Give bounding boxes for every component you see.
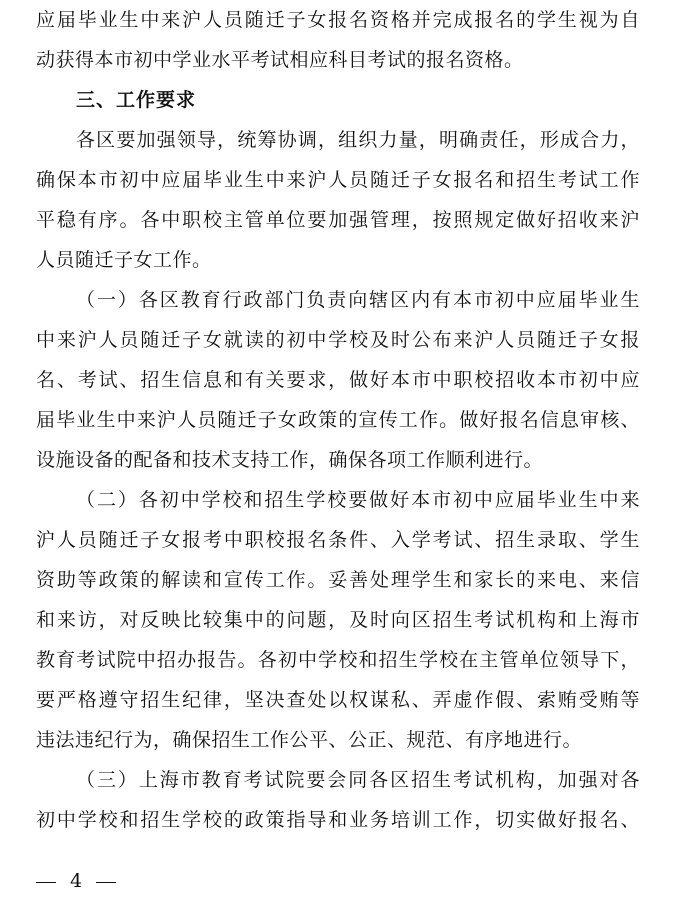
paragraph-line: （二）各初中学校和招生学校要做好本市初中应届毕业生中来 bbox=[76, 489, 640, 511]
paragraph-line: 和来访，对反映比较集中的问题，及时向区招生考试机构和上海市 bbox=[36, 609, 640, 631]
page-footer bbox=[36, 866, 116, 896]
paragraph-line: 违法违纪行为，确保招生工作公平、公正、规范、有序地进行。 bbox=[36, 729, 583, 751]
paragraph-line: 教育考试院中招办报告。各初中学校和招生学校在主管单位领导下， bbox=[36, 649, 640, 671]
paragraph-line: 届毕业生中来沪人员随迁子女政策的宣传工作。做好报名信息审核、 bbox=[36, 409, 640, 431]
paragraph-line: 要严格遵守招生纪律，坚决查处以权谋私、弄虚作假、索贿受贿等 bbox=[36, 689, 640, 711]
paragraph-line: 初中学校和招生学校的政策指导和业务培训工作，切实做好报名、 bbox=[36, 809, 640, 831]
paragraph-line: 人员随迁子女工作。 bbox=[36, 249, 212, 271]
paragraph-line: 资助等政策的解读和宣传工作。妥善处理学生和家长的来电、来信 bbox=[36, 569, 640, 591]
paragraph-line: （三）上海市教育考试院要会同各区招生考试机构，加强对各 bbox=[76, 769, 640, 791]
paragraph-line: 确保本市初中应届毕业生中来沪人员随迁子女报名和招生考试工作 bbox=[36, 169, 640, 191]
paragraph-line: 名、考试、招生信息和有关要求，做好本市中职校招收本市初中应 bbox=[36, 369, 640, 391]
paragraph-line: 应届毕业生中来沪人员随迁子女报名资格并完成报名的学生视为自 bbox=[36, 9, 640, 31]
paragraph-line: 沪人员随迁子女报考中职校报名条件、入学考试、招生录取、学生 bbox=[36, 529, 640, 551]
footer-dash-right bbox=[96, 882, 116, 883]
paragraph-line: 中来沪人员随迁子女就读的初中学校及时公布来沪人员随迁子女报 bbox=[36, 329, 640, 351]
page-number: 4 bbox=[70, 870, 83, 892]
paragraph-line: 平稳有序。各中职校主管单位要加强管理，按照规定做好招收来沪 bbox=[36, 209, 640, 231]
footer-dash-left bbox=[36, 882, 56, 883]
paragraph-line: 动获得本市初中学业水平考试相应科目考试的报名资格。 bbox=[36, 49, 524, 71]
paragraph-line: （一）各区教育行政部门负责向辖区内有本市初中应届毕业生 bbox=[76, 289, 640, 311]
section-heading: 三、工作要求 bbox=[76, 89, 197, 111]
paragraph-line: 设施设备的配备和技术支持工作，确保各项工作顺利进行。 bbox=[36, 449, 544, 471]
paragraph-line: 各区要加强领导，统筹协调，组织力量，明确责任，形成合力， bbox=[76, 129, 640, 151]
